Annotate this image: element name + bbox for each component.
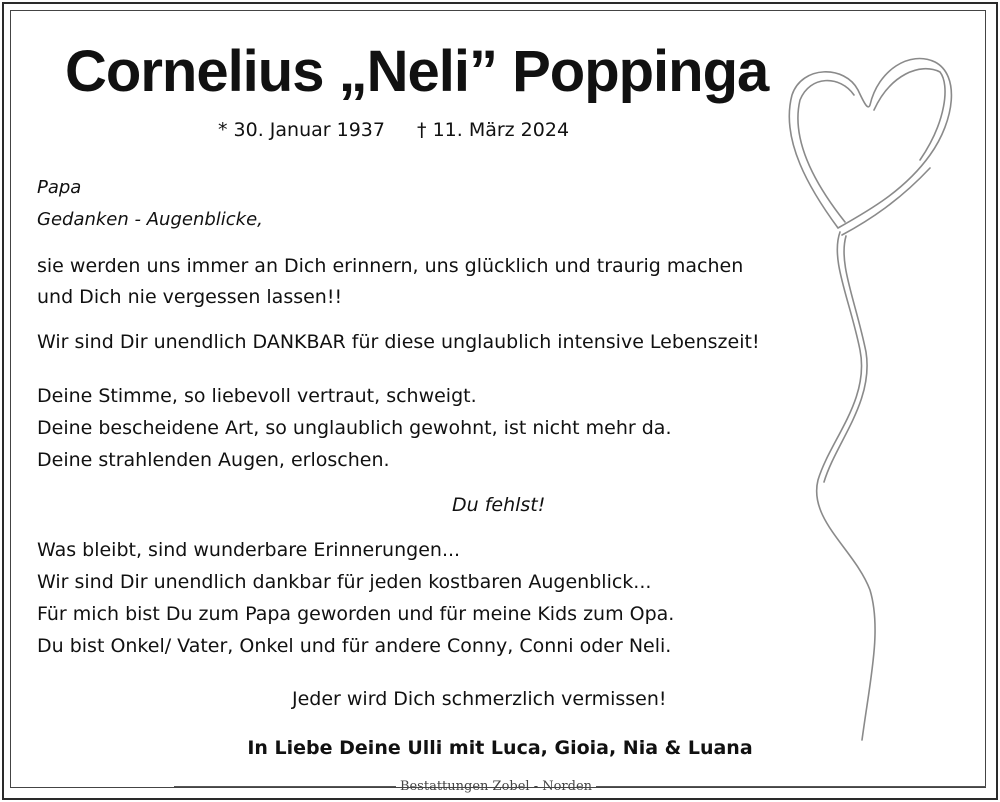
- text-line: Für mich bist Du zum Papa geworden und für meine Kids zum Opa.: [37, 603, 675, 625]
- text-line: Wir sind Dir unendlich dankbar für jeden kostbaren Augenblick...: [37, 571, 652, 593]
- footer: [0, 775, 1000, 797]
- text-line: Was bleibt, sind wunderbare Erinnerungen...: [37, 539, 461, 561]
- birth-date: * 30. Januar 1937: [218, 119, 385, 141]
- intro-line-2: Gedanken - Augenblicke,: [37, 209, 263, 230]
- text-line: Deine bescheidene Art, so unglaublich gewohnt, ist nicht mehr da.: [37, 417, 672, 439]
- footer-rule-right: [596, 786, 986, 787]
- funeral-home-label: Bestattungen Zobel - Norden: [399, 778, 593, 794]
- heart-balloon-icon: [770, 50, 980, 750]
- text-line: sie werden uns immer an Dich erinnern, uns glücklich und traurig machen: [37, 255, 744, 277]
- text-line: Wir sind Dir unendlich DANKBAR für diese unglaublich intensive Lebenszeit!: [37, 331, 760, 353]
- text-line: Deine Stimme, so liebevoll vertraut, schweigt.: [37, 385, 477, 407]
- text-line: und Dich nie vergessen lassen!!: [37, 286, 343, 308]
- footer-rule-left: [174, 786, 396, 787]
- text-line: Du bist Onkel/ Vater, Onkel und für andere Conny, Conni oder Neli.: [37, 635, 672, 657]
- text-line: Deine strahlenden Augen, erloschen.: [37, 449, 390, 471]
- missed-line: Du fehlst!: [452, 494, 546, 516]
- death-date: † 11. März 2024: [417, 119, 570, 141]
- farewell-line: Jeder wird Dich schmerzlich vermissen!: [292, 688, 667, 710]
- signature-line: In Liebe Deine Ulli mit Luca, Gioia, Nia & Luana: [247, 737, 753, 759]
- life-dates: [218, 119, 569, 141]
- intro-line-1: Papa: [37, 177, 82, 198]
- deceased-name: Cornelius „Neli” Poppinga: [65, 39, 769, 104]
